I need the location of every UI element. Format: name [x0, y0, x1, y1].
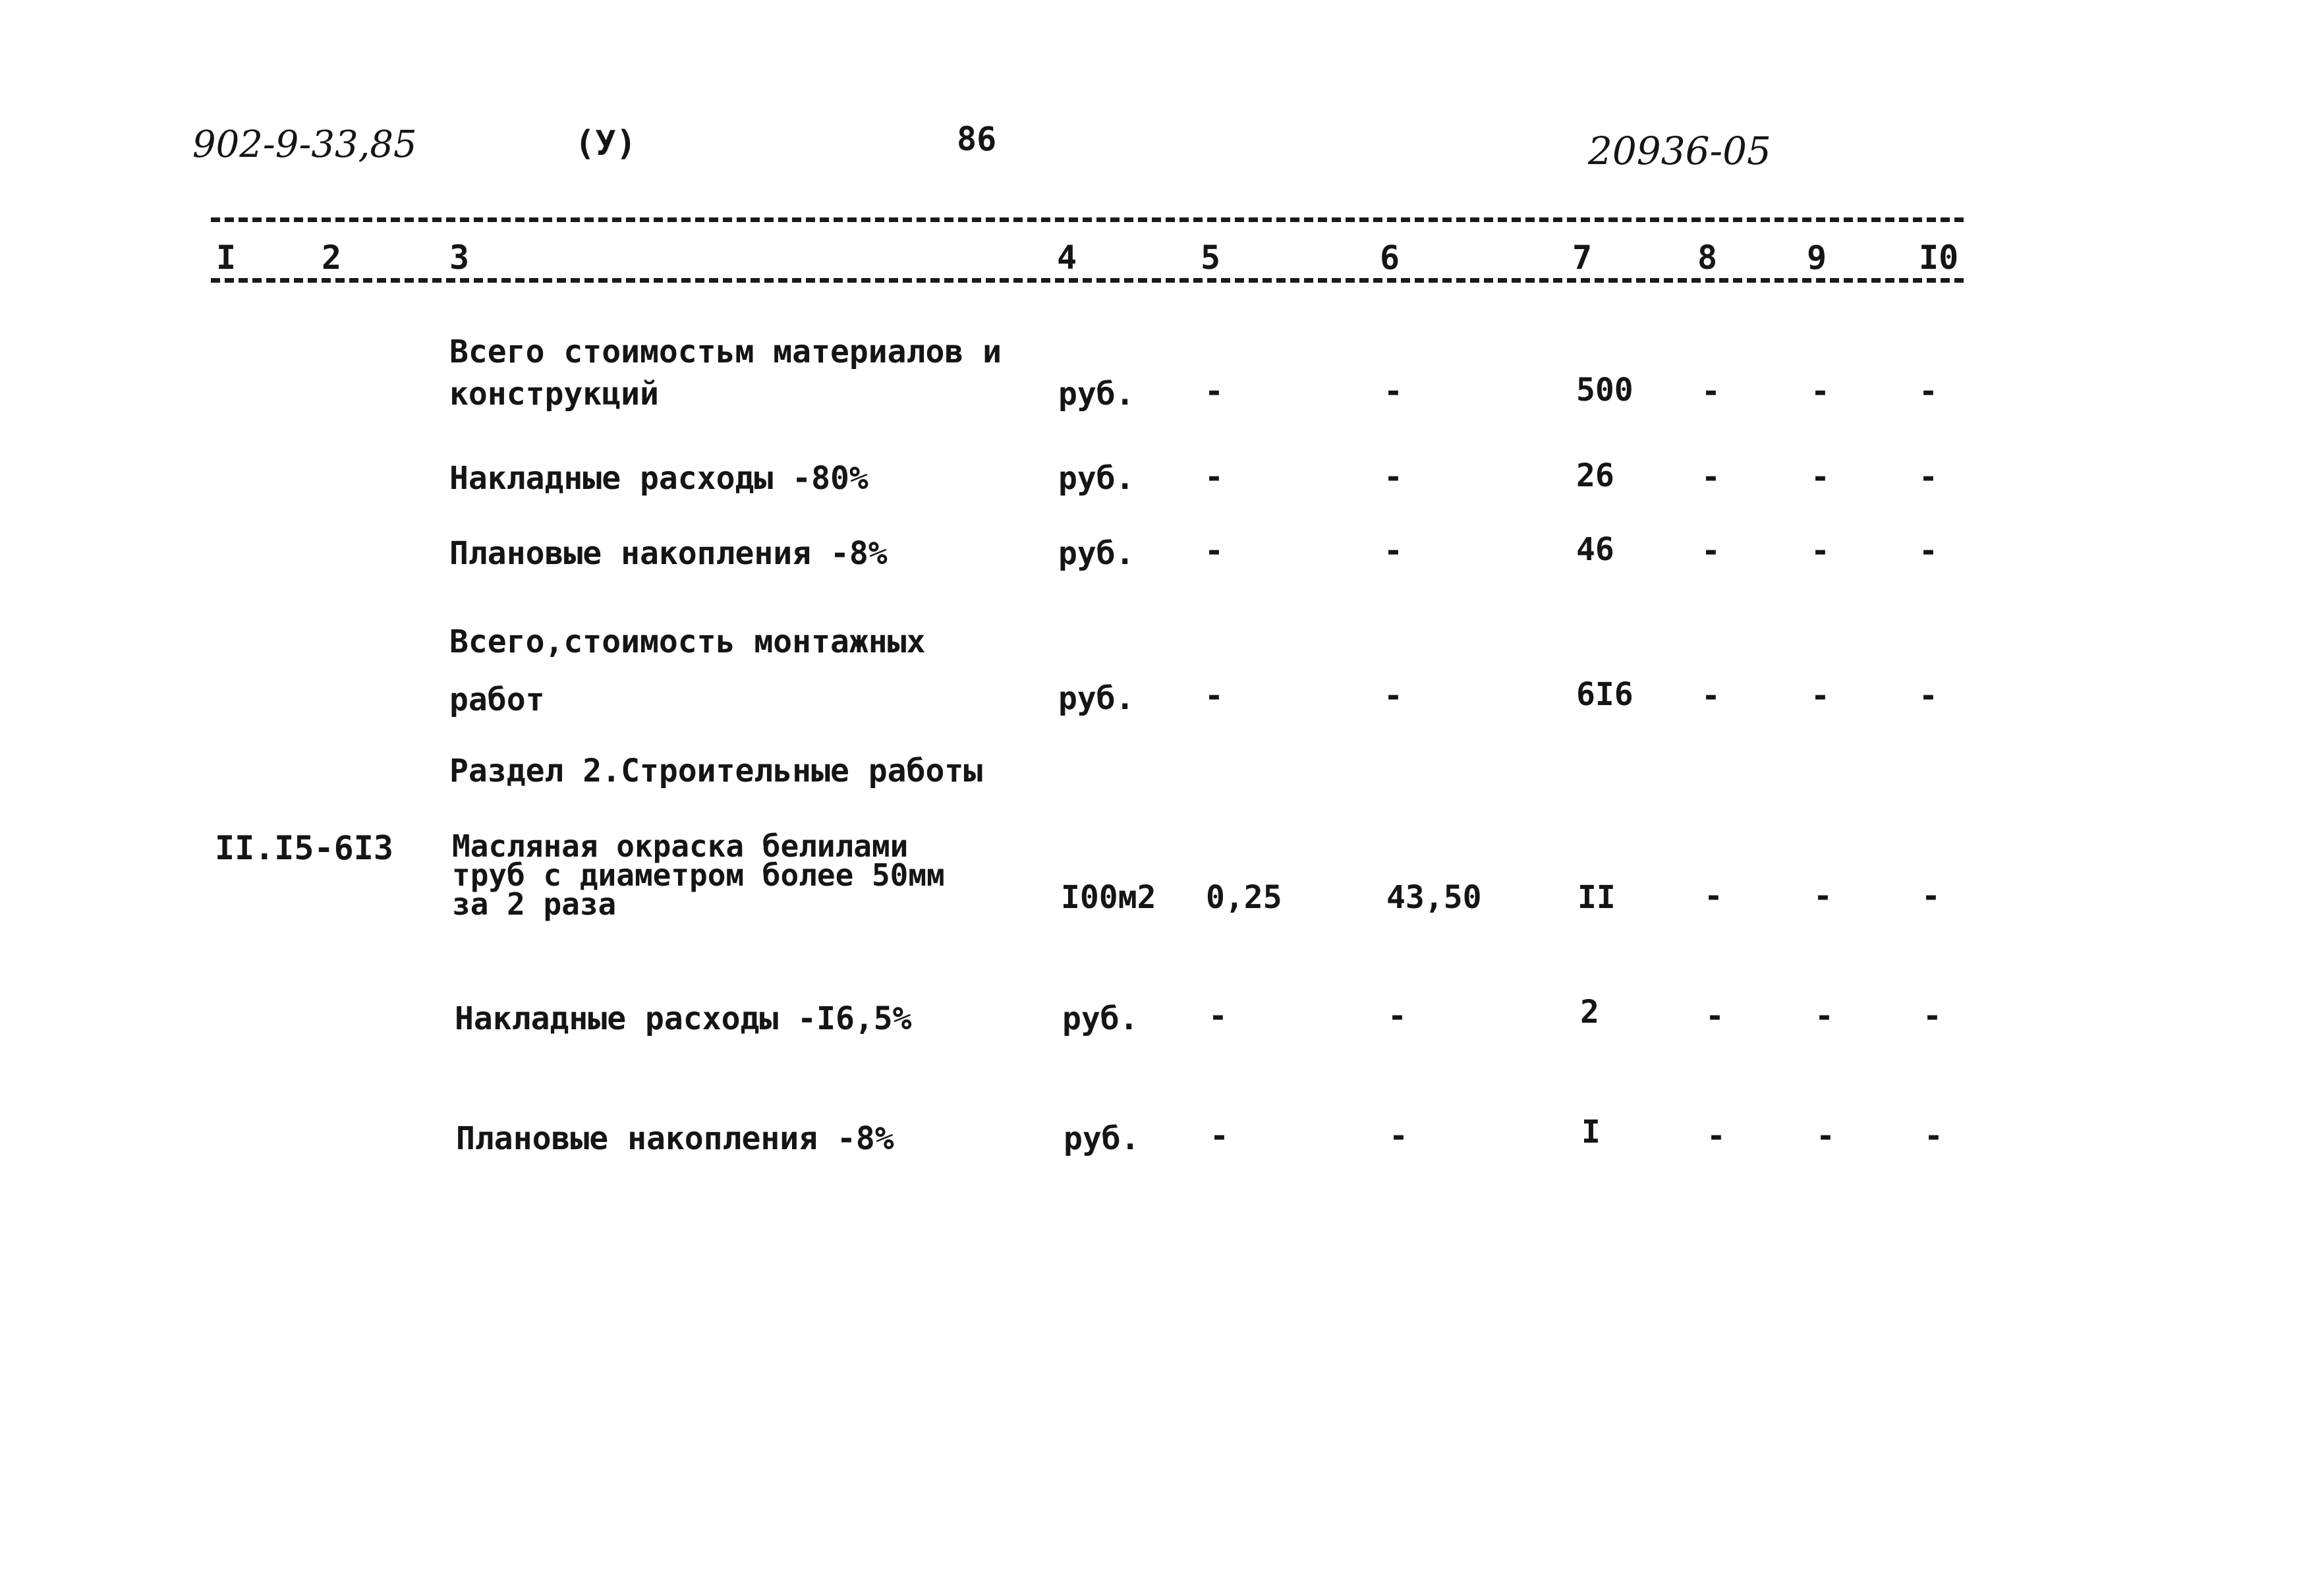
row-qty: -	[1205, 373, 1224, 410]
row-col8: -	[1701, 459, 1720, 496]
row-price: -	[1384, 459, 1403, 496]
sheet-code: 20936-05	[1588, 128, 1771, 173]
row-col9: -	[1811, 459, 1830, 496]
item-col8: -	[1704, 878, 1723, 915]
row-total: 46	[1576, 531, 1614, 568]
row-col10: -	[1919, 677, 1938, 714]
row-qty: -	[1208, 998, 1228, 1035]
variant-label: (У)	[575, 124, 637, 163]
row-col8: -	[1707, 1118, 1726, 1154]
item-qty: 0,25	[1206, 879, 1282, 916]
row-price: -	[1388, 998, 1407, 1035]
item-col9: -	[1813, 878, 1832, 915]
row-total: 500	[1576, 372, 1633, 409]
row-col10: -	[1923, 998, 1942, 1035]
row-name-line: Всего стоимостьм материалов и	[449, 333, 1002, 370]
row-col9: -	[1816, 1118, 1835, 1154]
row-unit: руб.	[1058, 460, 1135, 497]
row-total: 2	[1580, 994, 1599, 1031]
column-number: 6	[1380, 239, 1400, 277]
row-unit: руб.	[1058, 535, 1135, 572]
row-qty: -	[1210, 1118, 1229, 1154]
row-unit: руб.	[1062, 1000, 1139, 1037]
row-col8: -	[1701, 532, 1720, 569]
column-number: I0	[1919, 239, 1959, 277]
column-number: 7	[1572, 239, 1593, 277]
row-price: -	[1384, 373, 1403, 410]
row-col8: -	[1701, 677, 1720, 714]
row-name-line: Накладные расходы -I6,5%	[455, 1000, 912, 1037]
row-price: -	[1389, 1118, 1408, 1154]
header-top-rule	[211, 217, 1964, 222]
row-col10: -	[1919, 532, 1938, 569]
section-title: Раздел 2.Строительные работы	[449, 753, 983, 789]
doc-code: 902-9-33,85	[192, 123, 417, 166]
item-name-line: труб с диаметром более 50мм	[452, 857, 945, 893]
column-number: 5	[1201, 239, 1221, 277]
item-code: II.I5-6I3	[215, 829, 393, 867]
row-col9: -	[1811, 677, 1830, 714]
column-number: 9	[1807, 239, 1827, 277]
row-qty: -	[1205, 677, 1224, 714]
row-name-line: Плановые накопления -8%	[449, 535, 888, 572]
row-col9: -	[1811, 373, 1830, 410]
row-name-line: Накладные расходы -80%	[449, 460, 868, 497]
row-qty: -	[1205, 532, 1224, 569]
row-name-line: конструкций	[449, 376, 659, 413]
row-name-line: Плановые накопления -8%	[456, 1120, 894, 1157]
row-unit: руб.	[1058, 376, 1135, 413]
column-number: 2	[322, 239, 342, 277]
row-col9: -	[1811, 532, 1830, 569]
header-bottom-rule	[211, 278, 1964, 283]
row-col10: -	[1924, 1118, 1943, 1154]
row-col9: -	[1815, 998, 1834, 1035]
row-total: 6I6	[1576, 676, 1633, 713]
column-number: 3	[449, 239, 470, 277]
row-name-line: Всего,стоимость монтажных	[449, 623, 926, 660]
row-col10: -	[1919, 373, 1938, 410]
row-col10: -	[1919, 459, 1938, 496]
row-total: I	[1581, 1114, 1601, 1151]
row-col8: -	[1705, 998, 1724, 1035]
row-unit: руб.	[1058, 680, 1135, 717]
item-name-line: за 2 раза	[452, 886, 617, 922]
row-price: -	[1384, 532, 1403, 569]
column-number: 4	[1057, 239, 1077, 277]
item-unit: I00м2	[1061, 879, 1156, 916]
row-total: 26	[1576, 457, 1614, 494]
column-number: 8	[1697, 239, 1718, 277]
row-price: -	[1384, 677, 1403, 714]
row-qty: -	[1205, 459, 1224, 496]
item-col10: -	[1921, 878, 1941, 915]
item-price: 43,50	[1386, 879, 1482, 916]
item-total: II	[1577, 879, 1616, 916]
row-unit: руб.	[1064, 1120, 1140, 1157]
row-name-line: работ	[449, 681, 545, 718]
item-name-line: Масляная окраска белилами	[452, 828, 909, 864]
row-col8: -	[1701, 373, 1720, 410]
column-number: I	[216, 239, 237, 277]
page-number: 86	[957, 120, 997, 158]
